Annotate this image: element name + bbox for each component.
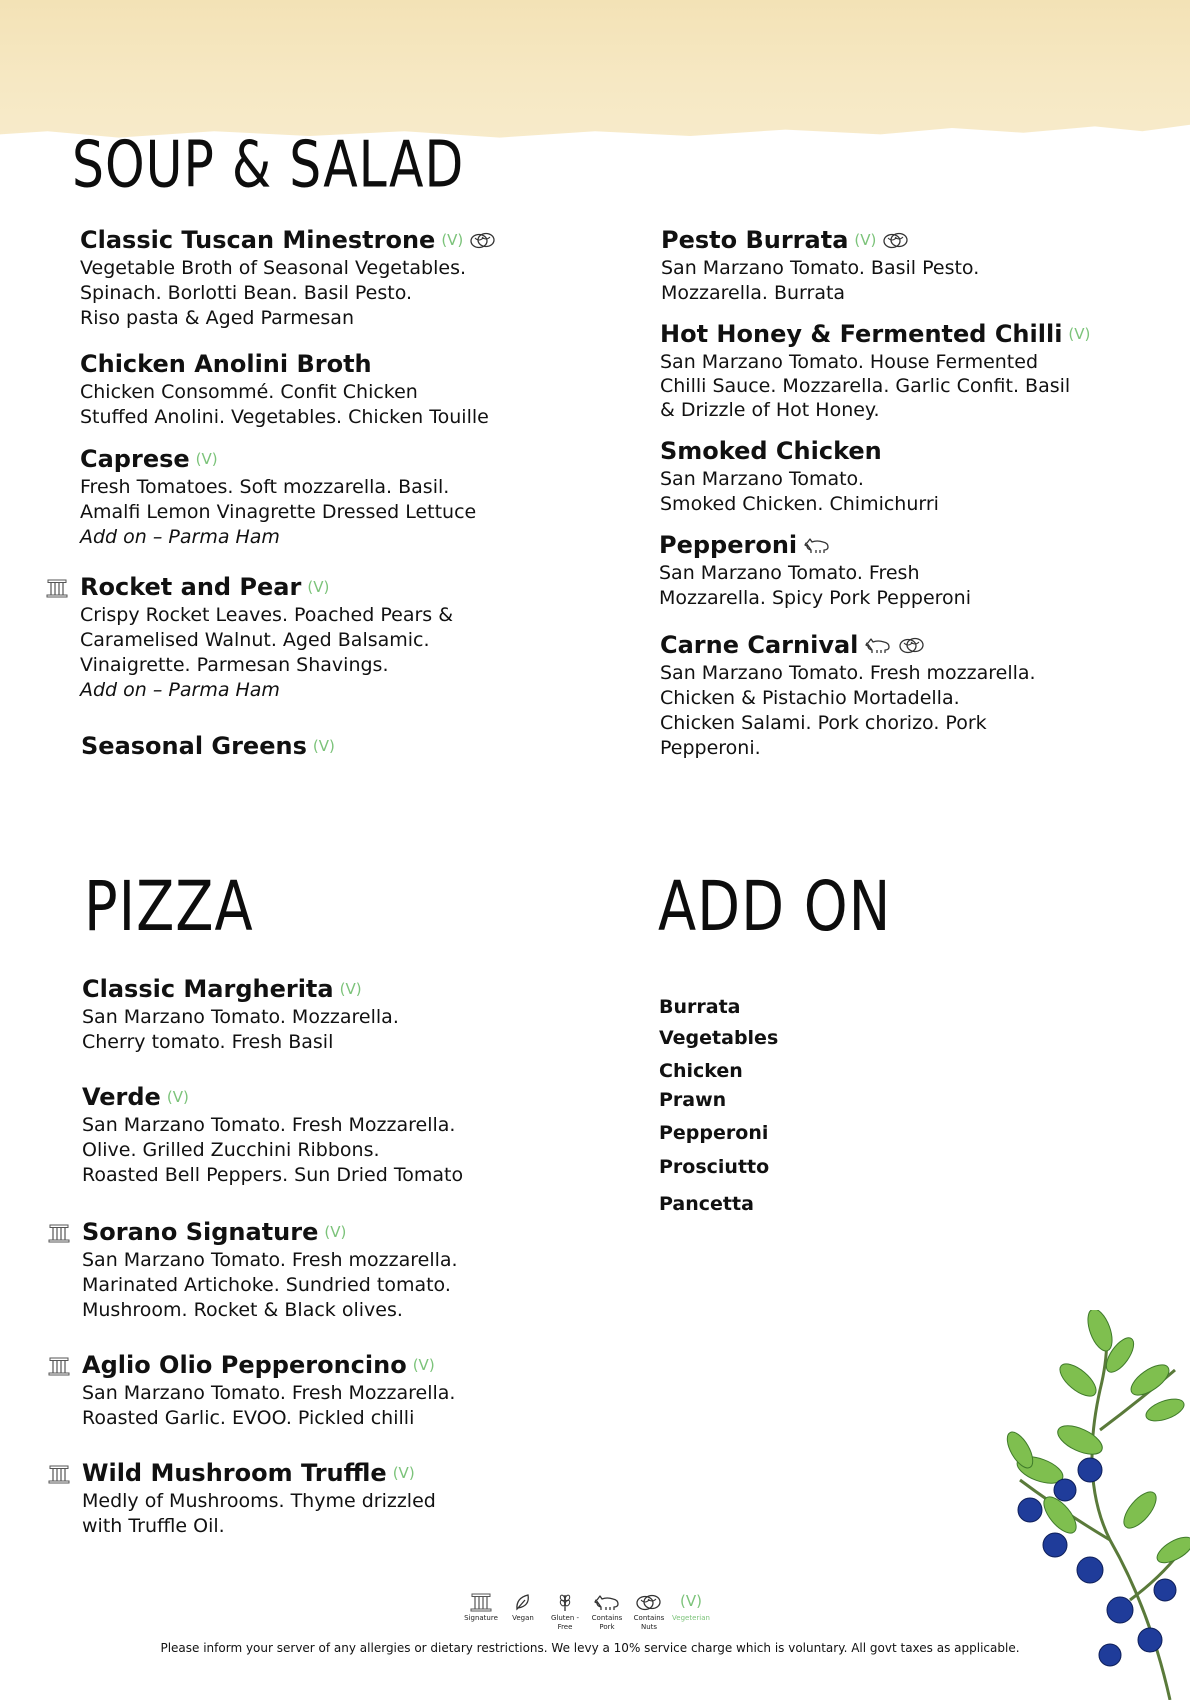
legend-label: Gluten - Free: [550, 1614, 580, 1631]
addon-item: Pepperoni: [659, 1122, 769, 1144]
dish-description-line: Caramelised Walnut. Aged Balsamic.: [80, 629, 430, 651]
soup-salad-title: SOUP & SALAD: [72, 128, 465, 203]
dish-name: Smoked Chicken: [660, 437, 882, 465]
legend-gluten-free: [546, 1592, 584, 1632]
dish-description-line: with Truffle Oil.: [82, 1515, 225, 1537]
dietary-legend: [462, 1592, 710, 1632]
nuts-icon: [469, 230, 497, 250]
dish-description-line: Riso pasta & Aged Parmesan: [80, 307, 354, 329]
dish-name: Classic Tuscan Minestrone: [80, 226, 436, 254]
dish-description-line: Roasted Garlic. EVOO. Pickled chilli: [82, 1407, 415, 1429]
vegetarian-tag: (V): [339, 980, 362, 998]
signature-icon: [48, 1464, 70, 1484]
dish-addon-note: Add on – Parma Ham: [80, 679, 280, 701]
dish-name: Seasonal Greens: [81, 732, 307, 760]
gluten-free-icon: [555, 1592, 575, 1612]
nuts-icon: [898, 635, 926, 655]
pork-icon: [864, 635, 892, 655]
dish-name: Carne Carnival: [660, 631, 859, 659]
signature-icon: [48, 1223, 70, 1243]
dish-addon-note: Add on – Parma Ham: [80, 526, 280, 548]
menu-item: [660, 629, 1130, 761]
dish-description-line: Chicken & Pistachio Mortadella.: [660, 687, 960, 709]
dish-description-line: San Marzano Tomato. Fresh Mozzarella.: [82, 1382, 456, 1404]
legend-vegetarian: [672, 1592, 710, 1623]
menu-item: [81, 730, 551, 762]
menu-item: [82, 973, 552, 1055]
menu-item: [80, 224, 550, 331]
dish-description-line: Roasted Bell Peppers. Sun Dried Tomato: [82, 1164, 464, 1186]
vegetarian-tag: (V): [441, 231, 464, 249]
nuts-icon: [882, 230, 910, 250]
menu-item: [659, 529, 1129, 611]
nuts-icon: [635, 1592, 663, 1612]
dish-description-line: San Marzano Tomato. Fresh Mozzarella.: [82, 1114, 456, 1136]
dish-description-line: San Marzano Tomato. Fresh mozzarella.: [82, 1249, 458, 1271]
dish-description-line: Medly of Mushrooms. Thyme drizzled: [82, 1490, 436, 1512]
addon-item: Prosciutto: [659, 1156, 770, 1178]
dish-name: Hot Honey & Fermented Chilli: [660, 320, 1063, 348]
legend-label: Contains Nuts: [633, 1614, 665, 1631]
legend-label: Contains Pork: [591, 1614, 623, 1631]
dish-description-line: San Marzano Tomato. Fresh mozzarella.: [660, 662, 1036, 684]
dish-description-line: San Marzano Tomato. Fresh: [659, 562, 920, 584]
vegetarian-tag: (V): [195, 450, 218, 468]
dish-name: Classic Margherita: [82, 975, 334, 1003]
menu-item: [80, 348, 550, 430]
pork-icon: [803, 535, 831, 555]
dish-description-line: Chicken Consommé. Confit Chicken: [80, 381, 418, 403]
addon-item: Pancetta: [659, 1193, 754, 1215]
vegetarian-tag: (V): [324, 1223, 347, 1241]
dish-description-line: Mozzarella. Burrata: [661, 282, 846, 304]
vegan-icon: [513, 1592, 533, 1612]
signature-icon: [470, 1592, 492, 1612]
legend-label: Vegan: [512, 1614, 534, 1622]
dish-name: Chicken Anolini Broth: [80, 350, 372, 378]
addon-title: ADD ON: [658, 866, 892, 947]
addon-item: Chicken: [659, 1060, 743, 1082]
menu-item: [82, 1457, 552, 1539]
dish-description-line: & Drizzle of Hot Honey.: [660, 399, 880, 421]
dish-description-line: San Marzano Tomato. Basil Pesto.: [661, 257, 980, 279]
dish-description-line: Amalfi Lemon Vinagrette Dressed Lettuce: [80, 501, 477, 523]
menu-item: [80, 571, 550, 702]
dish-name: Sorano Signature: [82, 1218, 319, 1246]
dish-description-line: Chilli Sauce. Mozzarella. Garlic Confit. Basil: [660, 375, 1071, 397]
vegetarian-tag: (V): [1068, 325, 1091, 343]
footer-disclaimer: Please inform your server of any allergies or dietary restrictions. We levy a 10% service charge which is voluntary. All govt taxes as applicable.: [160, 1641, 1020, 1655]
dish-description-line: Crispy Rocket Leaves. Poached Pears &: [80, 604, 454, 626]
menu-item: [82, 1216, 552, 1323]
legend-vegan: [504, 1592, 542, 1623]
vegetarian-tag: (V): [312, 737, 335, 755]
dish-description-line: Marinated Artichoke. Sundried tomato.: [82, 1274, 451, 1296]
pizza-title: PIZZA: [84, 866, 254, 947]
legend-contains-pork: [588, 1592, 626, 1632]
vegetarian-tag: (V): [392, 1464, 415, 1482]
dish-description-line: Mushroom. Rocket & Black olives.: [82, 1299, 403, 1321]
dish-name: Aglio Olio Pepperoncino: [82, 1351, 407, 1379]
dish-description-line: Vegetable Broth of Seasonal Vegetables.: [80, 257, 467, 279]
vegetarian-tag: (V): [412, 1356, 435, 1374]
dish-description-line: Cherry tomato. Fresh Basil: [82, 1031, 334, 1053]
dish-description-line: Olive. Grilled Zucchini Ribbons.: [82, 1139, 380, 1161]
dish-description-line: Vinaigrette. Parmesan Shavings.: [80, 654, 389, 676]
legend-label: Signature: [464, 1614, 498, 1622]
signature-icon: [48, 1356, 70, 1376]
dish-name: Pepperoni: [659, 531, 798, 559]
dish-name: Rocket and Pear: [80, 573, 302, 601]
addon-item: Prawn: [659, 1089, 727, 1111]
menu-item: [82, 1349, 552, 1431]
legend-label: Vegeterian: [672, 1614, 710, 1622]
menu-item: [660, 318, 1130, 422]
menu-item: [80, 443, 550, 549]
dish-name: Verde: [82, 1083, 161, 1111]
vegetarian-tag: (V): [307, 578, 330, 596]
dish-description-line: San Marzano Tomato.: [660, 468, 864, 490]
dish-description-line: Smoked Chicken. Chimichurri: [660, 493, 939, 515]
signature-icon: [46, 578, 68, 598]
vegetarian-mark: (V): [680, 1592, 702, 1610]
addon-item: Vegetables: [659, 1027, 779, 1049]
dish-description-line: Stuffed Anolini. Vegetables. Chicken Touille: [80, 406, 489, 428]
addon-item: Burrata: [659, 996, 741, 1018]
dish-description-line: San Marzano Tomato. Mozzarella.: [82, 1006, 399, 1028]
dish-description-line: Pepperoni.: [660, 737, 761, 759]
menu-item: [661, 224, 1131, 306]
dish-name: Caprese: [80, 445, 190, 473]
vegetarian-tag: (V): [854, 231, 877, 249]
pork-icon: [593, 1592, 621, 1612]
menu-item: [82, 1081, 552, 1188]
dish-name: Pesto Burrata: [661, 226, 849, 254]
menu-item: [660, 435, 1130, 517]
dish-description-line: Spinach. Borlotti Bean. Basil Pesto.: [80, 282, 413, 304]
vegetarian-tag: (V): [166, 1088, 189, 1106]
dish-description-line: Chicken Salami. Pork chorizo. Pork: [660, 712, 987, 734]
dish-name: Wild Mushroom Truffle: [82, 1459, 387, 1487]
legend-signature: [462, 1592, 500, 1623]
legend-contains-nuts: [630, 1592, 668, 1632]
dish-description-line: Fresh Tomatoes. Soft mozzarella. Basil.: [80, 476, 450, 498]
dish-description-line: Mozzarella. Spicy Pork Pepperoni: [659, 587, 971, 609]
dish-description-line: San Marzano Tomato. House Fermented: [660, 351, 1039, 373]
